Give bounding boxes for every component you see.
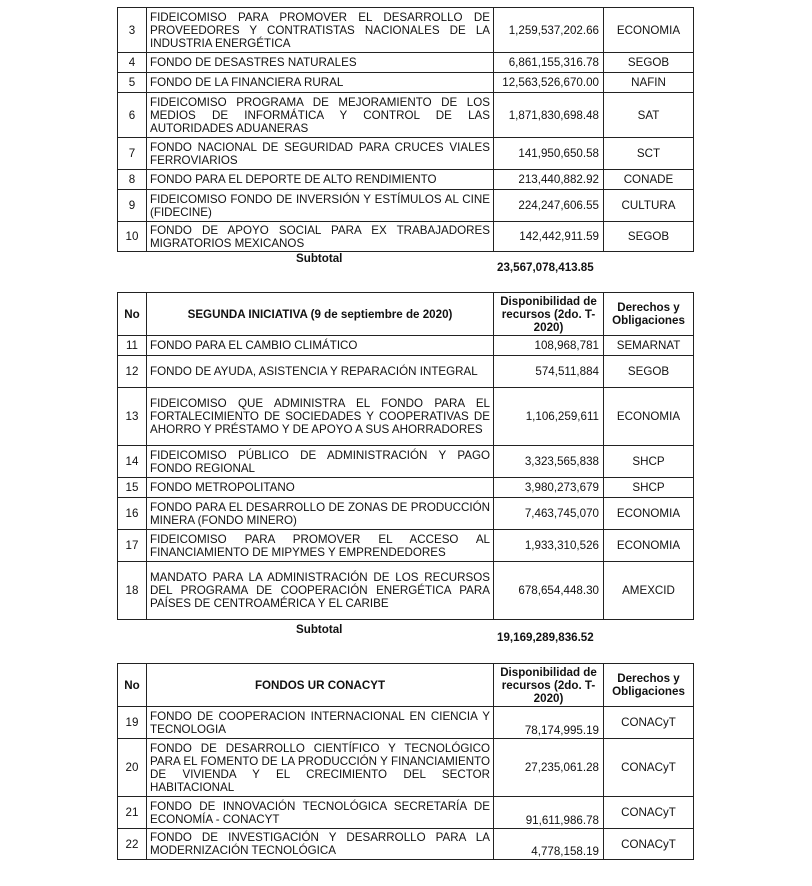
funds-table-conacyt — [117, 663, 694, 860]
section-title: SEGUNDA INICIATIVA (9 de septiembre de 2020) — [147, 293, 494, 336]
table-row — [118, 8, 694, 53]
fund-name: FIDEICOMISO QUE ADMINISTRA EL FONDO PARA EL FORTALECIMIENTO DE SOCIEDADES Y COOPERATIVAS DE AHORRO Y PRÉSTAMO Y DE APOYO A SUS AHORRADORES — [147, 388, 494, 446]
fund-amount: 12,563,526,670.00 — [494, 73, 604, 93]
fund-name: FONDO PARA EL DEPORTE DE ALTO RENDIMIENTO — [147, 170, 494, 190]
fund-amount: 91,611,986.78 — [494, 797, 604, 829]
fund-agency: CONACyT — [604, 739, 694, 797]
row-number: 12 — [118, 356, 147, 388]
fund-name: FONDO DE DESARROLLO CIENTÍFICO Y TECNOLÓGICO PARA EL FOMENTO DE LA PRODUCCIÓN Y FINANCIAMIENTO DE VIVIENDA Y EL CRECIMIENTO DEL SECTOR HABITACIONAL — [147, 739, 494, 797]
row-number: 16 — [118, 498, 147, 530]
table-row — [118, 170, 694, 190]
section-title: FONDOS UR CONACYT — [147, 664, 494, 707]
fund-amount: 7,463,745,070 — [494, 498, 604, 530]
fund-name: FONDO PARA EL CAMBIO CLIMÁTICO — [147, 336, 494, 356]
row-number: 4 — [118, 53, 147, 73]
fund-amount: 108,968,781 — [494, 336, 604, 356]
fund-name: FONDO NACIONAL DE SEGURIDAD PARA CRUCES VIALES FERROVIARIOS — [147, 138, 494, 170]
row-number: 21 — [118, 797, 147, 829]
fund-agency: ECONOMIA — [604, 498, 694, 530]
row-number: 9 — [118, 190, 147, 222]
fund-agency: CULTURA — [604, 190, 694, 222]
fund-agency: SEGOB — [604, 222, 694, 252]
table-row — [118, 356, 694, 388]
fund-agency: ECONOMIA — [604, 388, 694, 446]
fund-name: FONDO DE LA FINANCIERA RURAL — [147, 73, 494, 93]
table-row — [118, 478, 694, 498]
table-row — [118, 190, 694, 222]
column-header-no: No — [118, 664, 147, 707]
row-number: 13 — [118, 388, 147, 446]
table-header-row — [118, 293, 694, 336]
fund-agency: AMEXCID — [604, 562, 694, 620]
fund-agency: SAT — [604, 93, 694, 138]
table-row — [118, 138, 694, 170]
row-number: 11 — [118, 336, 147, 356]
table-row — [118, 707, 694, 739]
fund-agency: SEGOB — [604, 53, 694, 73]
fund-name: FIDEICOMISO PARA PROMOVER EL DESARROLLO DE PROVEEDORES Y CONTRATISTAS NACIONALES DE LA INDUSTRIA ENERGÉTICA — [147, 8, 494, 53]
fund-amount: 1,871,830,698.48 — [494, 93, 604, 138]
fund-name: FONDO PARA EL DESARROLLO DE ZONAS DE PRODUCCIÓN MINERA (FONDO MINERO) — [147, 498, 494, 530]
fund-agency: SCT — [604, 138, 694, 170]
row-number: 6 — [118, 93, 147, 138]
funds-table-second-initiative — [117, 292, 694, 620]
row-number: 14 — [118, 446, 147, 478]
fund-amount: 3,323,565,838 — [494, 446, 604, 478]
row-number: 5 — [118, 73, 147, 93]
table-row — [118, 797, 694, 829]
subtotal-label: Subtotal — [296, 623, 343, 636]
fund-agency: SEGOB — [604, 356, 694, 388]
row-number: 7 — [118, 138, 147, 170]
fund-name: FONDO DE COOPERACION INTERNACIONAL EN CIENCIA Y TECNOLOGIA — [147, 707, 494, 739]
fund-agency: CONACyT — [604, 797, 694, 829]
table-row — [118, 739, 694, 797]
table-row — [118, 530, 694, 562]
fund-name: FONDO DE AYUDA, ASISTENCIA Y REPARACIÓN INTEGRAL — [147, 356, 494, 388]
fund-name: FONDO METROPOLITANO — [147, 478, 494, 498]
fund-amount: 6,861,155,316.78 — [494, 53, 604, 73]
fund-agency: CONACyT — [604, 707, 694, 739]
table-header-row — [118, 664, 694, 707]
row-number: 3 — [118, 8, 147, 53]
fund-agency: ECONOMIA — [604, 530, 694, 562]
subtotal-label: Subtotal — [296, 252, 343, 265]
row-number: 18 — [118, 562, 147, 620]
fund-name: FIDEICOMISO FONDO DE INVERSIÓN Y ESTÍMULOS AL CINE (FIDECINE) — [147, 190, 494, 222]
table-row — [118, 336, 694, 356]
column-header-no: No — [118, 293, 147, 336]
table-row — [118, 562, 694, 620]
fund-name: FONDO DE INVESTIGACIÓN Y DESARROLLO PARA LA MODERNIZACIÓN TECNOLÓGICA — [147, 829, 494, 860]
table-row — [118, 388, 694, 446]
fund-agency: SEMARNAT — [604, 336, 694, 356]
fund-name: MANDATO PARA LA ADMINISTRACIÓN DE LOS RECURSOS DEL PROGRAMA DE COOPERACIÓN ENERGÉTICA PARA PAÍSES DE CENTROAMÉRICA Y EL CARIBE — [147, 562, 494, 620]
fund-amount: 142,442,911.59 — [494, 222, 604, 252]
fund-name: FIDEICOMISO PROGRAMA DE MEJORAMIENTO DE LOS MEDIOS DE INFORMÁTICA Y CONTROL DE LAS AUTORIDADES ADUANERAS — [147, 93, 494, 138]
table-row — [118, 93, 694, 138]
subtotal-value: 19,169,289,836.52 — [497, 631, 594, 644]
fund-name: FIDEICOMISO PARA PROMOVER EL ACCESO AL FINANCIAMIENTO DE MIPYMES Y EMPRENDEDORES — [147, 530, 494, 562]
fund-amount: 574,511,884 — [494, 356, 604, 388]
fund-agency: CONACyT — [604, 829, 694, 860]
fund-amount: 27,235,061.28 — [494, 739, 604, 797]
row-number: 17 — [118, 530, 147, 562]
fund-agency: CONADE — [604, 170, 694, 190]
table-row — [118, 53, 694, 73]
row-number: 15 — [118, 478, 147, 498]
row-number: 10 — [118, 222, 147, 252]
fund-amount: 1,106,259,611 — [494, 388, 604, 446]
fund-amount: 678,654,448.30 — [494, 562, 604, 620]
row-number: 22 — [118, 829, 147, 860]
fund-amount: 213,440,882.92 — [494, 170, 604, 190]
fund-agency: NAFIN — [604, 73, 694, 93]
fund-amount: 1,259,537,202.66 — [494, 8, 604, 53]
fund-agency: SHCP — [604, 446, 694, 478]
table-row — [118, 222, 694, 252]
table-row — [118, 73, 694, 93]
table-row — [118, 498, 694, 530]
column-header-amount: Disponibilidad de recursos (2do. T-2020) — [494, 293, 604, 336]
subtotal-value: 23,567,078,413.85 — [497, 261, 594, 274]
fund-agency: SHCP — [604, 478, 694, 498]
fund-amount: 3,980,273,679 — [494, 478, 604, 498]
fund-name: FONDO DE APOYO SOCIAL PARA EX TRABAJADORES MIGRATORIOS MEXICANOS — [147, 222, 494, 252]
fund-amount: 1,933,310,526 — [494, 530, 604, 562]
fund-name: FIDEICOMISO PÚBLICO DE ADMINISTRACIÓN Y PAGO FONDO REGIONAL — [147, 446, 494, 478]
row-number: 8 — [118, 170, 147, 190]
fund-amount: 141,950,650.58 — [494, 138, 604, 170]
funds-table-first — [117, 7, 694, 252]
fund-name: FONDO DE DESASTRES NATURALES — [147, 53, 494, 73]
fund-name: FONDO DE INNOVACIÓN TECNOLÓGICA SECRETARÍA DE ECONOMÍA - CONACYT — [147, 797, 494, 829]
table-row — [118, 446, 694, 478]
column-header-amount: Disponibilidad de recursos (2do. T-2020) — [494, 664, 604, 707]
column-header-agency: Derechos y Obligaciones — [604, 664, 694, 707]
column-header-agency: Derechos y Obligaciones — [604, 293, 694, 336]
fund-agency: ECONOMIA — [604, 8, 694, 53]
row-number: 19 — [118, 707, 147, 739]
fund-amount: 78,174,995.19 — [494, 707, 604, 739]
funds-table-first-body — [118, 8, 694, 252]
fund-amount: 4,778,158.19 — [494, 829, 604, 860]
fund-amount: 224,247,606.55 — [494, 190, 604, 222]
table-row — [118, 829, 694, 860]
row-number: 20 — [118, 739, 147, 797]
